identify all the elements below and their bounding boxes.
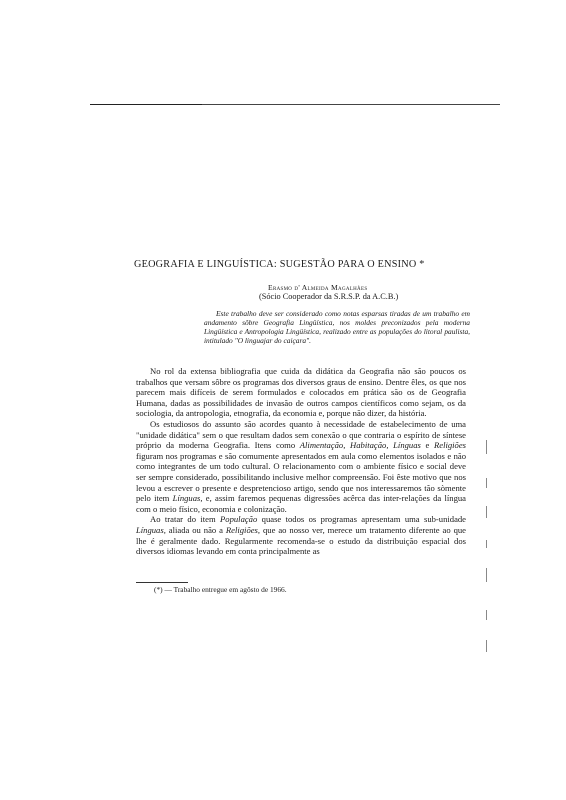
body-paragraph [136, 514, 466, 556]
italic-term: Religiões [225, 524, 258, 535]
text-run: , que ao nosso ver, merece um tratamento diferente ao que lhe é geralmente dado. Regularmente recomenda-se o estudo da distribuição espacial dos diversos idiomas levando em conta principalmente as [136, 524, 466, 557]
abstract [204, 309, 470, 345]
text-run: figuram nos programas e são comumente apresentados em aula como elementos isolados e não como integrantes de um todo cultural. O relacionamento com o ambiente físico e social deve ser sempre considerado, possibilitando inclusive melhor compreensão. Foi êste motivo que nos levou a escrever o presente e despretencioso artigo, sendo que nos interessaremos tão sòmente pelo item [136, 450, 466, 504]
header-rule-thin [202, 104, 500, 105]
text-run: , e, assim faremos pequenas digressões acêrca das inter-relações da língua com o meio físico, economia e colonização. [136, 493, 466, 514]
italic-term: Religiões [434, 440, 466, 451]
header-rule [90, 104, 202, 105]
body-text [136, 366, 466, 557]
body-paragraph [136, 419, 466, 514]
body-paragraph [136, 366, 466, 419]
text-run: Ao tratar do item [150, 514, 221, 525]
italic-term: Línguas [136, 524, 164, 535]
abstract-text: Este trabalho deve ser considerado como notas esparsas tiradas de um trabalho em andamento sôbre Geografia Lingüística, nos moldes preconizados pela moderna Lingüística e Antropologia Lingüística, realizado entre as populações do litoral paulista, intitulado "O linguajar do caiçara". [204, 309, 470, 345]
text-run: e [420, 440, 435, 451]
author-name: Erasmo d' Almeida Magalhães [268, 283, 368, 292]
article-title: GEOGRAFIA E LINGUÍSTICA: SUGESTÃO PARA O ENSINO * [134, 259, 425, 270]
text-run: , aliada ou não a [163, 524, 226, 535]
text-run: Os estudiosos do assunto são acordes quanto à necessidade de estabelecimento de uma "unidade didática" sem o que resultam dados sem conexão o que contraria o espírito de síntese próprio da moderna Geografia. Itens como [136, 418, 466, 451]
author-affiliation: (Sócio Cooperador da S.R.S.P. da A.C.B.) [259, 292, 399, 301]
footnote-rule [136, 582, 188, 583]
italic-term: Línguas [172, 493, 201, 504]
text-run: quase todos os programas apresentam uma sub-unidade [257, 514, 467, 525]
italic-term: População [220, 514, 258, 525]
text-run: No rol da extensa bibliografia que cuida da didática da Geografia não são poucos os trabalhos que versam sôbre os programas dos diversos graus de ensino. Dentre êles, os que nos parecem mais difíceis de serem formulados e colocados em prática são os de Geografia Humana, dadas as possibilidades de invasão de outros campos científicos como sejam, os da sociologia, da antropologia, etnografia, da economia e, porque não dizer, da história. [136, 366, 466, 419]
italic-term: Alimentação, Habitação, Línguas [299, 440, 421, 451]
footnote: (*) — Trabalho entregue em agôsto de 1966. [154, 585, 287, 594]
